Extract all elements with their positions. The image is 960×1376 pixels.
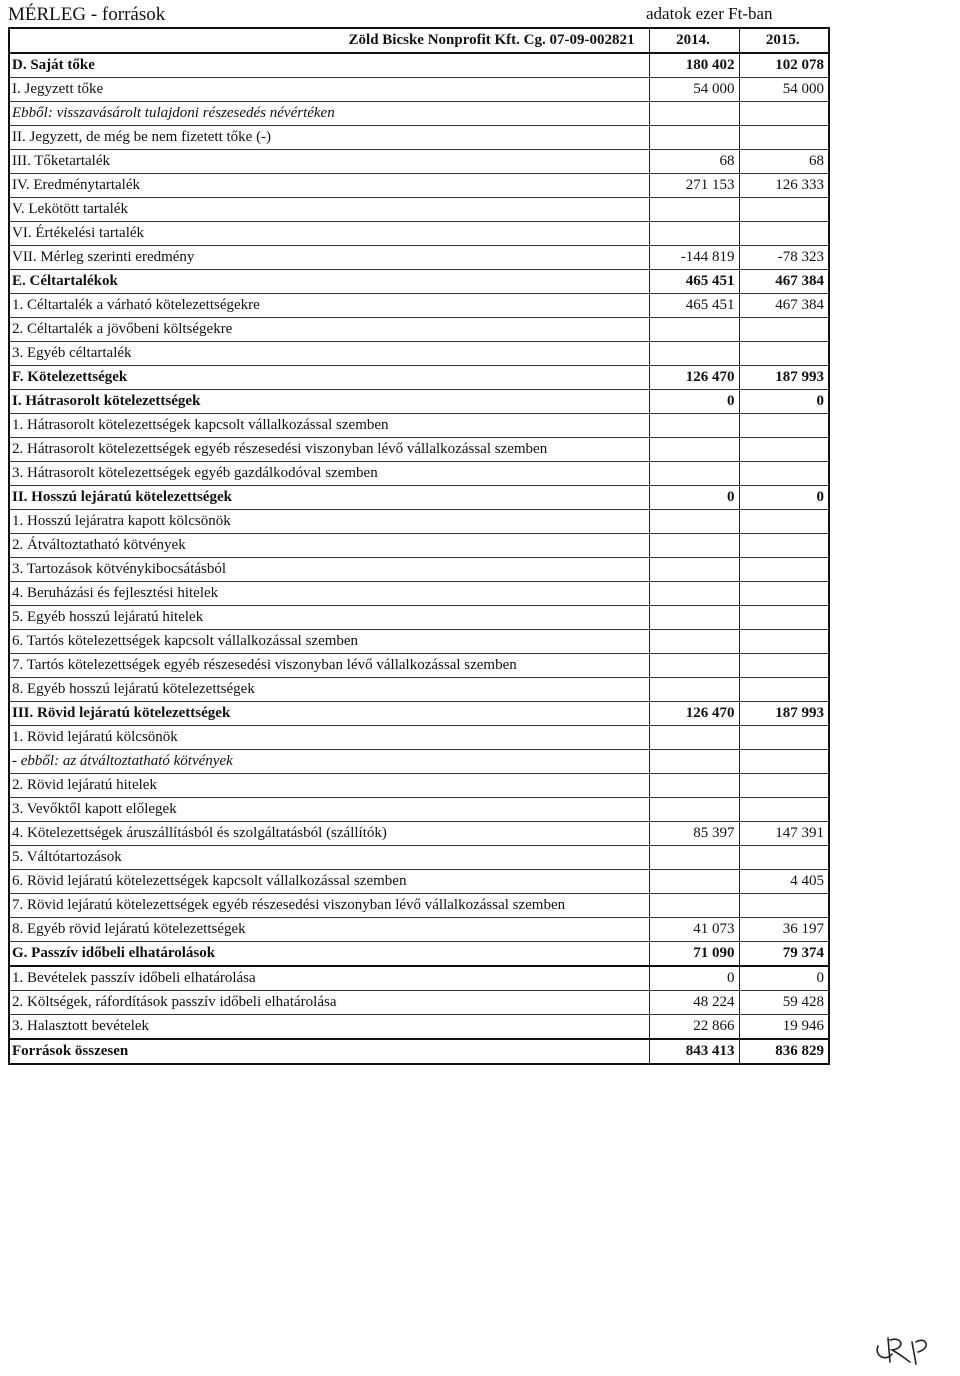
value-2015 xyxy=(739,414,829,438)
table-row xyxy=(9,246,829,270)
value-2015 xyxy=(739,894,829,918)
value-2015: 36 197 xyxy=(739,918,829,942)
table-row xyxy=(9,774,829,798)
row-label: D. Saját tőke xyxy=(9,53,649,78)
table-row xyxy=(9,654,829,678)
table-row xyxy=(9,702,829,726)
value-2014 xyxy=(649,126,739,150)
table-row xyxy=(9,1015,829,1040)
value-2015: 4 405 xyxy=(739,870,829,894)
row-label: 3. Halasztott bevételek xyxy=(9,1015,649,1040)
table-row xyxy=(9,102,829,126)
value-2014 xyxy=(649,678,739,702)
value-2014: 0 xyxy=(649,966,739,991)
value-2014: 126 470 xyxy=(649,702,739,726)
value-2015: 0 xyxy=(739,486,829,510)
table-row xyxy=(9,53,829,78)
value-2015 xyxy=(739,462,829,486)
row-label: 6. Rövid lejáratú kötelezettségek kapcsolt vállalkozással szemben xyxy=(9,870,649,894)
value-2014: 68 xyxy=(649,150,739,174)
table-row xyxy=(9,558,829,582)
row-label: II. Hosszú lejáratú kötelezettségek xyxy=(9,486,649,510)
row-label: V. Lekötött tartalék xyxy=(9,198,649,222)
row-label: 5. Váltótartozások xyxy=(9,846,649,870)
table-row xyxy=(9,318,829,342)
table-row xyxy=(9,174,829,198)
table-row xyxy=(9,414,829,438)
value-2014: -144 819 xyxy=(649,246,739,270)
table-row xyxy=(9,918,829,942)
value-2014 xyxy=(649,342,739,366)
value-2015: 467 384 xyxy=(739,294,829,318)
row-label: 2. Hátrasorolt kötelezettségek egyéb részesedési viszonyban lévő vállalkozással szemben xyxy=(9,438,649,462)
value-2015: 68 xyxy=(739,150,829,174)
table-row xyxy=(9,606,829,630)
table-row xyxy=(9,726,829,750)
table-row xyxy=(9,870,829,894)
value-2015: 147 391 xyxy=(739,822,829,846)
value-2014 xyxy=(649,438,739,462)
table-row xyxy=(9,366,829,390)
table-row xyxy=(9,198,829,222)
unit-note: adatok ezer Ft-ban xyxy=(646,4,773,23)
table-row xyxy=(9,342,829,366)
value-2015: 102 078 xyxy=(739,53,829,78)
value-2014 xyxy=(649,870,739,894)
table-row xyxy=(9,630,829,654)
table-row xyxy=(9,126,829,150)
table-row xyxy=(9,534,829,558)
value-2014: 41 073 xyxy=(649,918,739,942)
row-label: 3. Tartozások kötvénykibocsátásból xyxy=(9,558,649,582)
value-2014 xyxy=(649,510,739,534)
value-2015 xyxy=(739,582,829,606)
value-2014 xyxy=(649,222,739,246)
table-row xyxy=(9,846,829,870)
company-name: Zöld Bicske Nonprofit Kft. Cg. 07-09-002821 xyxy=(9,28,649,53)
value-2015 xyxy=(739,534,829,558)
value-2015: 187 993 xyxy=(739,366,829,390)
value-2015: 0 xyxy=(739,966,829,991)
row-label: 1. Hátrasorolt kötelezettségek kapcsolt vállalkozással szemben xyxy=(9,414,649,438)
value-2014 xyxy=(649,726,739,750)
row-label: I. Jegyzett tőke xyxy=(9,78,649,102)
row-label: 8. Egyéb hosszú lejáratú kötelezettségek xyxy=(9,678,649,702)
value-2015 xyxy=(739,510,829,534)
value-2015: -78 323 xyxy=(739,246,829,270)
row-label: 8. Egyéb rövid lejáratú kötelezettségek xyxy=(9,918,649,942)
value-2015: 79 374 xyxy=(739,942,829,967)
value-2015 xyxy=(739,606,829,630)
value-2015 xyxy=(739,558,829,582)
value-2015: 54 000 xyxy=(739,78,829,102)
value-2015 xyxy=(739,678,829,702)
row-label: 1. Bevételek passzív időbeli elhatárolása xyxy=(9,966,649,991)
value-2014 xyxy=(649,198,739,222)
value-2014 xyxy=(649,798,739,822)
value-2015 xyxy=(739,798,829,822)
value-2014 xyxy=(649,846,739,870)
table-row xyxy=(9,678,829,702)
row-label: II. Jegyzett, de még be nem fizetett tőke (-) xyxy=(9,126,649,150)
row-label: Ebből: visszavásárolt tulajdoni részesedés névértéken xyxy=(9,102,649,126)
value-2015: 0 xyxy=(739,390,829,414)
row-label: 2. Költségek, ráfordítások passzív időbeli elhatárolása xyxy=(9,991,649,1015)
value-2014 xyxy=(649,582,739,606)
table-row xyxy=(9,582,829,606)
row-label: 3. Egyéb céltartalék xyxy=(9,342,649,366)
row-label: VI. Értékelési tartalék xyxy=(9,222,649,246)
table-row xyxy=(9,150,829,174)
value-2014: 126 470 xyxy=(649,366,739,390)
table-row xyxy=(9,486,829,510)
row-label: IV. Eredménytartalék xyxy=(9,174,649,198)
table-row xyxy=(9,270,829,294)
value-2014 xyxy=(649,462,739,486)
table-row xyxy=(9,294,829,318)
row-label: 6. Tartós kötelezettségek kapcsolt vállalkozással szemben xyxy=(9,630,649,654)
table-row xyxy=(9,222,829,246)
value-2015 xyxy=(739,198,829,222)
value-2014 xyxy=(649,558,739,582)
value-2014 xyxy=(649,318,739,342)
value-2014: 54 000 xyxy=(649,78,739,102)
signature-mark xyxy=(872,1328,942,1368)
table-row xyxy=(9,750,829,774)
row-label: III. Tőketartalék xyxy=(9,150,649,174)
row-label: 7. Tartós kötelezettségek egyéb részesedési viszonyban lévő vállalkozással szemben xyxy=(9,654,649,678)
balance-sheet-table xyxy=(8,27,830,1065)
table-row xyxy=(9,894,829,918)
year-2015-header: 2015. xyxy=(739,28,829,53)
value-2014: 22 866 xyxy=(649,1015,739,1040)
row-label: - ebből: az átváltoztatható kötvények xyxy=(9,750,649,774)
value-2015 xyxy=(739,126,829,150)
value-2014: 71 090 xyxy=(649,942,739,967)
table-header-row xyxy=(9,28,829,53)
value-2014 xyxy=(649,774,739,798)
value-2014: 85 397 xyxy=(649,822,739,846)
row-label: Források összesen xyxy=(9,1039,649,1064)
value-2014 xyxy=(649,606,739,630)
value-2014 xyxy=(649,534,739,558)
value-2015: 19 946 xyxy=(739,1015,829,1040)
value-2015 xyxy=(739,774,829,798)
value-2015: 59 428 xyxy=(739,991,829,1015)
row-label: 2. Céltartalék a jövőbeni költségekre xyxy=(9,318,649,342)
row-label: 1. Hosszú lejáratra kapott kölcsönök xyxy=(9,510,649,534)
value-2014 xyxy=(649,750,739,774)
value-2015 xyxy=(739,750,829,774)
row-label: 1. Rövid lejáratú kölcsönök xyxy=(9,726,649,750)
value-2015 xyxy=(739,438,829,462)
row-label: 4. Beruházási és fejlesztési hitelek xyxy=(9,582,649,606)
row-label: 3. Hátrasorolt kötelezettségek egyéb gazdálkodóval szemben xyxy=(9,462,649,486)
value-2015: 187 993 xyxy=(739,702,829,726)
value-2014: 0 xyxy=(649,486,739,510)
value-2015 xyxy=(739,222,829,246)
table-row xyxy=(9,966,829,991)
value-2014: 271 153 xyxy=(649,174,739,198)
table-row xyxy=(9,822,829,846)
row-label: VII. Mérleg szerinti eredmény xyxy=(9,246,649,270)
row-label: I. Hátrasorolt kötelezettségek xyxy=(9,390,649,414)
value-2014 xyxy=(649,630,739,654)
value-2015 xyxy=(739,630,829,654)
value-2014: 48 224 xyxy=(649,991,739,1015)
value-2015: 126 333 xyxy=(739,174,829,198)
value-2014: 465 451 xyxy=(649,294,739,318)
value-2015: 836 829 xyxy=(739,1039,829,1064)
value-2014: 180 402 xyxy=(649,53,739,78)
row-label: III. Rövid lejáratú kötelezettségek xyxy=(9,702,649,726)
table-row xyxy=(9,942,829,967)
row-label: 2. Átváltoztatható kötvények xyxy=(9,534,649,558)
value-2014: 843 413 xyxy=(649,1039,739,1064)
value-2014 xyxy=(649,102,739,126)
row-label: 7. Rövid lejáratú kötelezettségek egyéb részesedési viszonyban lévő vállalkozással szemben xyxy=(9,894,649,918)
table-row xyxy=(9,991,829,1015)
table-row xyxy=(9,438,829,462)
value-2014: 465 451 xyxy=(649,270,739,294)
value-2015 xyxy=(739,846,829,870)
value-2014 xyxy=(649,894,739,918)
table-row xyxy=(9,390,829,414)
table-row xyxy=(9,510,829,534)
row-label: 4. Kötelezettségek áruszállításból és szolgáltatásból (szállítók) xyxy=(9,822,649,846)
value-2014: 0 xyxy=(649,390,739,414)
row-label: F. Kötelezettségek xyxy=(9,366,649,390)
row-label: 2. Rövid lejáratú hitelek xyxy=(9,774,649,798)
value-2015 xyxy=(739,318,829,342)
table-row xyxy=(9,462,829,486)
value-2015: 467 384 xyxy=(739,270,829,294)
row-label: 3. Vevőktől kapott előlegek xyxy=(9,798,649,822)
page-title: MÉRLEG - források xyxy=(8,4,166,25)
value-2014 xyxy=(649,654,739,678)
value-2015 xyxy=(739,342,829,366)
row-label: 1. Céltartalék a várható kötelezettségekre xyxy=(9,294,649,318)
table-row xyxy=(9,1039,829,1064)
row-label: G. Passzív időbeli elhatárolások xyxy=(9,942,649,967)
value-2015 xyxy=(739,654,829,678)
value-2015 xyxy=(739,102,829,126)
row-label: E. Céltartalékok xyxy=(9,270,649,294)
value-2014 xyxy=(649,414,739,438)
value-2015 xyxy=(739,726,829,750)
year-2014-header: 2014. xyxy=(649,28,739,53)
row-label: 5. Egyéb hosszú lejáratú hitelek xyxy=(9,606,649,630)
table-row xyxy=(9,78,829,102)
table-row xyxy=(9,798,829,822)
